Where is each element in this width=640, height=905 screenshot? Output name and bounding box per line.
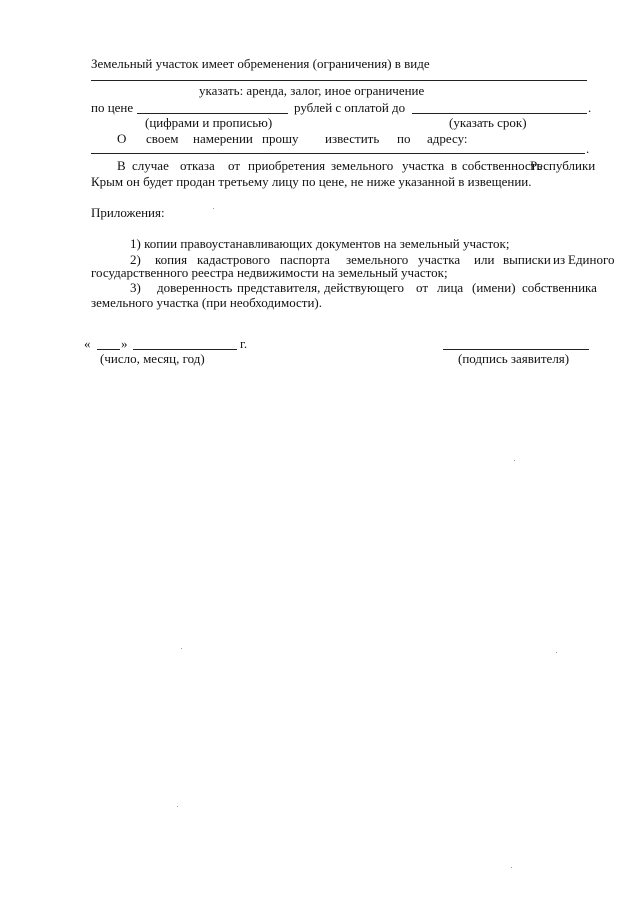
signature-line bbox=[443, 349, 589, 350]
attachment-3-word-4: действующего bbox=[324, 280, 404, 295]
payment-term-line bbox=[412, 113, 587, 114]
refusal-word-6: земельного bbox=[331, 158, 394, 173]
payment-term-hint: (указать срок) bbox=[449, 115, 527, 130]
refusal-word-5: приобретения bbox=[248, 158, 326, 173]
attachment-2-word-7: или bbox=[474, 252, 495, 267]
scan-speck bbox=[556, 652, 557, 653]
attachment-3-word-8: собственника bbox=[522, 280, 597, 295]
attachment-3-word-5: от bbox=[416, 280, 429, 295]
date-day-line bbox=[97, 349, 120, 350]
scan-speck bbox=[177, 806, 178, 807]
attachment-2-line-2: государственного реестра недвижимости на земельный участок; bbox=[91, 265, 448, 280]
refusal-word-4: от bbox=[228, 158, 241, 173]
attachment-2-word-3: кадастрового bbox=[197, 252, 270, 267]
refusal-word-10: Республики bbox=[530, 158, 596, 173]
attachment-3-word-7: (имени) bbox=[472, 280, 516, 295]
attachment-2-word-8: выписки bbox=[503, 252, 551, 267]
price-trailing-dot: . bbox=[588, 100, 592, 115]
refusal-word-9: собственность bbox=[462, 158, 543, 173]
attachment-2-word-9: из bbox=[553, 252, 566, 267]
rubles-label: рублей с оплатой до bbox=[294, 100, 406, 115]
date-month-line bbox=[133, 349, 237, 350]
date-hint: (число, месяц, год) bbox=[100, 351, 205, 366]
address-word-3: намерении bbox=[193, 131, 253, 146]
attachment-2-word-10: Единого bbox=[568, 252, 615, 267]
date-year-suffix: г. bbox=[240, 336, 248, 351]
attachment-2-word-2: копия bbox=[155, 252, 188, 267]
refusal-word-8: в bbox=[451, 158, 458, 173]
address-word-6: по bbox=[397, 131, 411, 146]
attachment-2-word-5: земельного bbox=[346, 252, 409, 267]
address-word-2: своем bbox=[146, 131, 179, 146]
encumbrance-label: Земельный участок имеет обременения (ограничения) в виде bbox=[91, 56, 430, 71]
refusal-word-1: В bbox=[117, 158, 126, 173]
scan-speck bbox=[181, 648, 182, 649]
attachment-3-word-2: доверенность bbox=[157, 280, 233, 295]
date-quote-open: « bbox=[84, 336, 91, 351]
refusal-word-2: случае bbox=[132, 158, 169, 173]
attachment-2-word-4: паспорта bbox=[280, 252, 330, 267]
price-amount-hint: (цифрами и прописью) bbox=[145, 115, 273, 130]
refusal-line-2: Крым он будет продан третьему лицу по цене, не ниже указанной в извещении. bbox=[91, 174, 532, 189]
attachment-item-1: 1) копии правоустанавливающих документов на земельный участок; bbox=[130, 236, 510, 251]
refusal-word-7: участка bbox=[402, 158, 445, 173]
attachments-title: Приложения: bbox=[91, 205, 165, 220]
attachment-3-line-2: земельного участка (при необходимости). bbox=[91, 295, 323, 310]
attachment-3-word-1: 3) bbox=[130, 280, 141, 295]
attachment-3-word-3: представителя, bbox=[237, 280, 321, 295]
attachment-2-word-6: участка bbox=[418, 252, 461, 267]
date-quote-close: » bbox=[121, 336, 128, 351]
encumbrance-field-line bbox=[91, 80, 587, 81]
address-word-7: адресу: bbox=[427, 131, 468, 146]
attachment-2-word-1: 2) bbox=[130, 252, 141, 267]
scan-speck bbox=[514, 460, 515, 461]
price-label: по цене bbox=[91, 100, 134, 115]
refusal-word-3: отказа bbox=[180, 158, 215, 173]
scan-speck bbox=[511, 867, 512, 868]
address-word-1: О bbox=[117, 131, 127, 146]
address-word-5: известить bbox=[325, 131, 380, 146]
address-trailing-dot: . bbox=[586, 141, 590, 156]
price-amount-line bbox=[137, 113, 288, 114]
address-field-line bbox=[91, 153, 585, 154]
encumbrance-hint: указать: аренда, залог, иное ограничение bbox=[199, 83, 425, 98]
signature-hint: (подпись заявителя) bbox=[458, 351, 570, 366]
address-word-4: прошу bbox=[262, 131, 299, 146]
scan-speck bbox=[213, 208, 214, 209]
attachment-3-word-6: лица bbox=[437, 280, 464, 295]
